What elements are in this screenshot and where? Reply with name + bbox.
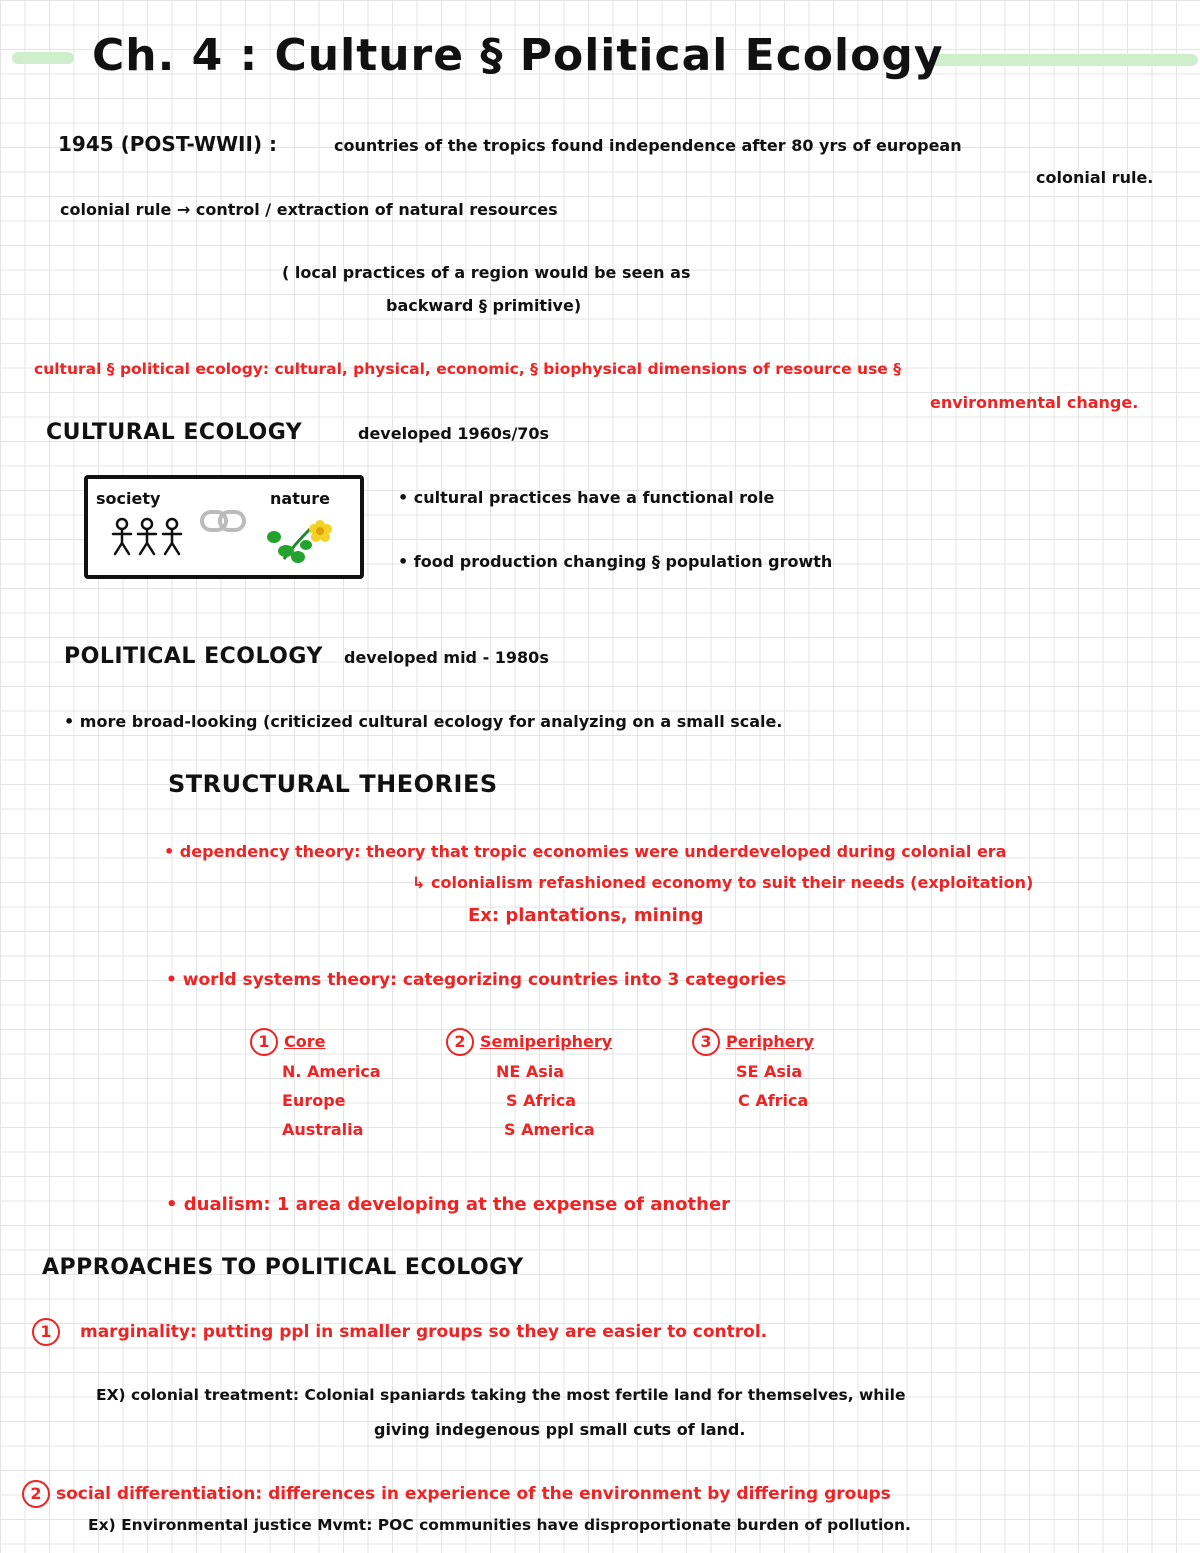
number-2-icon: 2 [22,1480,50,1508]
intro-year: 1945 (POST-WWII) : [58,132,278,156]
category-core-item: Europe [282,1091,346,1110]
page-title: Ch. 4 : Culture § Political Ecology [92,30,944,81]
marginality-example-line1: EX) colonial treatment: Colonial spaniards taking the most fertile land for themselves, while [96,1386,906,1404]
category-periphery-item: SE Asia [736,1062,803,1081]
title-highlight-right [930,54,1198,66]
category-core-title: Core [284,1032,326,1051]
cultural-ecology-developed: developed 1960s/70s [358,424,550,443]
cultural-bullet-1: • cultural practices have a functional role [398,488,775,507]
category-semiperiphery-item: NE Asia [496,1062,565,1081]
category-periphery [692,1028,814,1110]
dependency-theory-line1: • dependency theory: theory that tropic economies were underdeveloped during colonial era [164,842,1007,861]
box-society-label: society [96,489,161,508]
intro-colonial-rule: colonial rule. [1036,168,1154,187]
political-ecology-heading: POLITICAL ECOLOGY [64,644,323,669]
number-2-icon: 2 [446,1028,474,1056]
category-core-item: Australia [282,1120,364,1139]
category-periphery-item: C Africa [738,1091,809,1110]
number-1-icon: 1 [250,1028,278,1056]
plant-icon [264,515,336,565]
category-semiperiphery [446,1028,612,1139]
marginality-text: marginality: putting ppl in smaller groups so they are easier to control. [80,1322,768,1342]
category-semiperiphery-title: Semiperiphery [480,1032,613,1051]
category-core-item: N. America [282,1062,381,1081]
cultural-bullet-2: • food production changing § population growth [398,552,833,571]
intro-independence: countries of the tropics found independence after 80 yrs of european [334,136,962,155]
cultural-ecology-heading: CULTURAL ECOLOGY [46,420,303,445]
definition-line2: environmental change. [930,393,1139,412]
category-periphery-title: Periphery [726,1032,814,1051]
dependency-theory-example: Ex: plantations, mining [468,905,704,926]
category-core [252,1028,381,1139]
box-nature-label: nature [270,489,330,508]
social-differentiation-example: Ex) Environmental justice Mvmt: POC communities have disproportionate burden of pollution. [88,1516,911,1534]
dependency-theory-line2: ↳ colonialism refashioned economy to suit their needs (exploitation) [412,873,1034,892]
category-semiperiphery-item: S America [504,1120,595,1139]
society-nature-box [84,475,364,579]
political-ecology-bullet: • more broad-looking (criticized cultural ecology for analyzing on a small scale. [64,712,783,731]
approach-marginality [32,1318,767,1346]
category-semiperiphery-item: S Africa [506,1091,577,1110]
intro-paren-line2: backward § primitive) [386,296,582,315]
people-icon [110,517,184,557]
approach-social-differentiation [22,1480,891,1508]
social-differentiation-text: social differentiation: differences in experience of the environment by differing groups [56,1484,891,1504]
link-icon [200,509,246,533]
marginality-example-line2: giving indegenous ppl small cuts of land. [374,1420,746,1439]
approaches-heading: APPROACHES TO POLITICAL ECOLOGY [42,1255,524,1280]
number-3-icon: 3 [692,1028,720,1056]
structural-theories-heading: STRUCTURAL THEORIES [168,770,498,798]
dualism: • dualism: 1 area developing at the expense of another [166,1194,731,1215]
intro-extraction: colonial rule → control / extraction of natural resources [60,200,558,219]
world-systems-theory: • world systems theory: categorizing countries into 3 categories [166,970,787,990]
intro-paren-line1: ( local practices of a region would be seen as [282,263,691,282]
political-ecology-developed: developed mid - 1980s [344,648,549,667]
definition-line1: cultural § political ecology: cultural, physical, economic, § biophysical dimensions of resource use § [34,360,901,378]
number-1-icon: 1 [32,1318,60,1346]
title-highlight-left [12,52,74,64]
